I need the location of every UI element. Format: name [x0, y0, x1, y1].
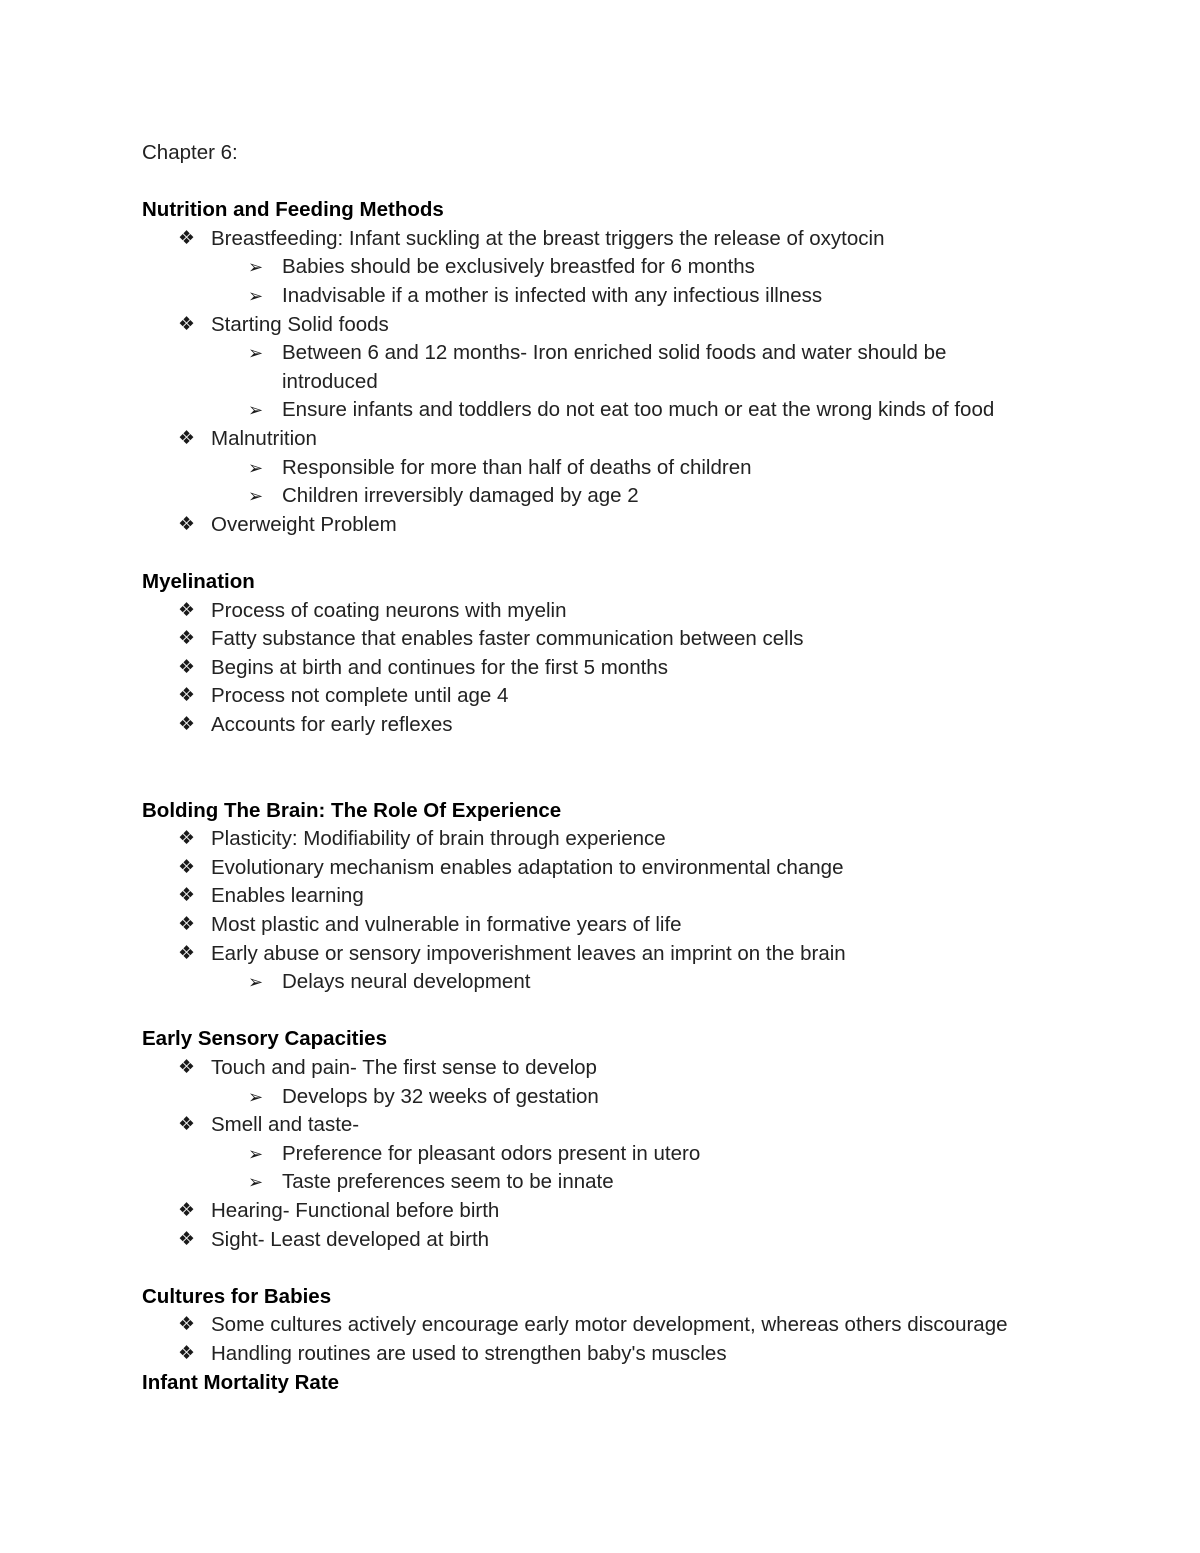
- arrowhead-bullet-icon: ➢: [248, 1143, 264, 1164]
- sub-list-item: ➢ Between 6 and 12 months- Iron enriched solid foods and water should be: [142, 339, 1102, 368]
- list-item: ❖ Smell and taste-: [142, 1111, 1102, 1140]
- diamond-bullet-icon: ❖: [178, 628, 196, 650]
- section-heading-sensory: Early Sensory Capacities: [142, 1027, 387, 1051]
- arrowhead-bullet-icon: ➢: [248, 1086, 264, 1107]
- sub-list-item: ➢ Babies should be exclusively breastfed for 6 months: [142, 253, 1102, 282]
- diamond-bullet-icon: ❖: [178, 1342, 196, 1364]
- diamond-bullet-icon: ❖: [178, 313, 196, 335]
- sub-list-item: ➢ Responsible for more than half of deaths of children: [142, 454, 1102, 483]
- section-heading-nutrition: Nutrition and Feeding Methods: [142, 198, 444, 222]
- section-heading-brain-experience: Bolding The Brain: The Role Of Experience: [142, 798, 562, 822]
- diamond-bullet-icon: ❖: [178, 1114, 196, 1136]
- section-heading-myelination: Myelination: [142, 569, 255, 593]
- diamond-bullet-icon: ❖: [178, 914, 196, 936]
- diamond-bullet-icon: ❖: [178, 885, 196, 907]
- list-item: ❖ Breastfeeding: Infant suckling at the breast triggers the release of oxytocin: [142, 225, 1102, 254]
- sub-list-item: ➢ Delays neural development: [142, 968, 1102, 997]
- sub-list-item: ➢ Develops by 32 weeks of gestation: [142, 1083, 1102, 1112]
- spacer: [142, 739, 1102, 768]
- list-item: ❖ Plasticity: Modifiability of brain through experience: [142, 825, 1102, 854]
- sub-list-item: ➢ Inadvisable if a mother is infected with any infectious illness: [142, 282, 1102, 311]
- arrowhead-bullet-icon: ➢: [248, 972, 264, 993]
- section-heading-mortality: Infant Mortality Rate: [142, 1370, 340, 1394]
- list-item: ❖ Overweight Problem: [142, 511, 1102, 540]
- diamond-bullet-icon: ❖: [178, 1314, 196, 1336]
- diamond-bullet-icon: ❖: [178, 1057, 196, 1078]
- document-page: [142, 139, 1102, 1397]
- spacer: [142, 539, 1102, 568]
- diamond-bullet-icon: ❖: [178, 713, 196, 735]
- diamond-bullet-icon: ❖: [178, 828, 196, 850]
- section-heading-cultures: Cultures for Babies: [142, 1284, 332, 1308]
- list-item: ❖ Sight- Least developed at birth: [142, 1226, 1102, 1255]
- diamond-bullet-icon: ❖: [178, 1199, 196, 1221]
- sub-list-item-continuation: introduced: [282, 369, 378, 393]
- diamond-bullet-icon: ❖: [178, 513, 196, 535]
- list-item: ❖ Begins at birth and continues for the first 5 months: [142, 654, 1102, 683]
- sub-list-item: ➢ Preference for pleasant odors present in utero: [142, 1140, 1102, 1169]
- diamond-bullet-icon: ❖: [178, 685, 196, 707]
- arrowhead-bullet-icon: ➢: [248, 486, 264, 507]
- spacer: [142, 168, 1102, 197]
- arrowhead-bullet-icon: ➢: [248, 457, 264, 478]
- list-item: ❖ Process of coating neurons with myelin: [142, 597, 1102, 626]
- spacer: [142, 768, 1102, 797]
- list-item: ❖ Handling routines are used to strengthen baby's muscles: [142, 1340, 1102, 1369]
- list-item: ❖ Accounts for early reflexes: [142, 711, 1102, 740]
- list-item: ❖ Touch and pain- The first sense to develop: [142, 1054, 1102, 1083]
- list-item: ❖ Malnutrition: [142, 425, 1102, 454]
- diamond-bullet-icon: ❖: [178, 599, 196, 621]
- list-item: ❖ Hearing- Functional before birth: [142, 1197, 1102, 1226]
- list-item: ❖ Starting Solid foods: [142, 311, 1102, 340]
- sub-list-item: ➢ Taste preferences seem to be innate: [142, 1168, 1102, 1197]
- diamond-bullet-icon: ❖: [178, 427, 196, 449]
- sub-list-item: ➢ Children irreversibly damaged by age 2: [142, 482, 1102, 511]
- arrowhead-bullet-icon: ➢: [248, 343, 264, 364]
- chapter-title: Chapter 6:: [142, 141, 238, 164]
- spacer: [142, 997, 1102, 1026]
- list-item: ❖ Some cultures actively encourage early motor development, whereas others discourage: [142, 1311, 1102, 1340]
- diamond-bullet-icon: ❖: [178, 227, 196, 249]
- list-item: ❖ Evolutionary mechanism enables adaptation to environmental change: [142, 854, 1102, 883]
- diamond-bullet-icon: ❖: [178, 1228, 196, 1250]
- diamond-bullet-icon: ❖: [178, 856, 196, 878]
- list-item: ❖ Early abuse or sensory impoverishment leaves an imprint on the brain: [142, 940, 1102, 969]
- list-item: ❖ Most plastic and vulnerable in formative years of life: [142, 911, 1102, 940]
- diamond-bullet-icon: ❖: [178, 942, 196, 964]
- sub-list-item: ➢ Ensure infants and toddlers do not eat too much or eat the wrong kinds of food: [142, 396, 1102, 425]
- arrowhead-bullet-icon: ➢: [248, 285, 264, 306]
- list-item: ❖ Enables learning: [142, 882, 1102, 911]
- diamond-bullet-icon: ❖: [178, 656, 196, 678]
- spacer: [142, 1254, 1102, 1283]
- arrowhead-bullet-icon: ➢: [248, 400, 264, 421]
- arrowhead-bullet-icon: ➢: [248, 1172, 264, 1193]
- list-item: ❖ Fatty substance that enables faster communication between cells: [142, 625, 1102, 654]
- list-item: ❖ Process not complete until age 4: [142, 682, 1102, 711]
- arrowhead-bullet-icon: ➢: [248, 257, 264, 278]
